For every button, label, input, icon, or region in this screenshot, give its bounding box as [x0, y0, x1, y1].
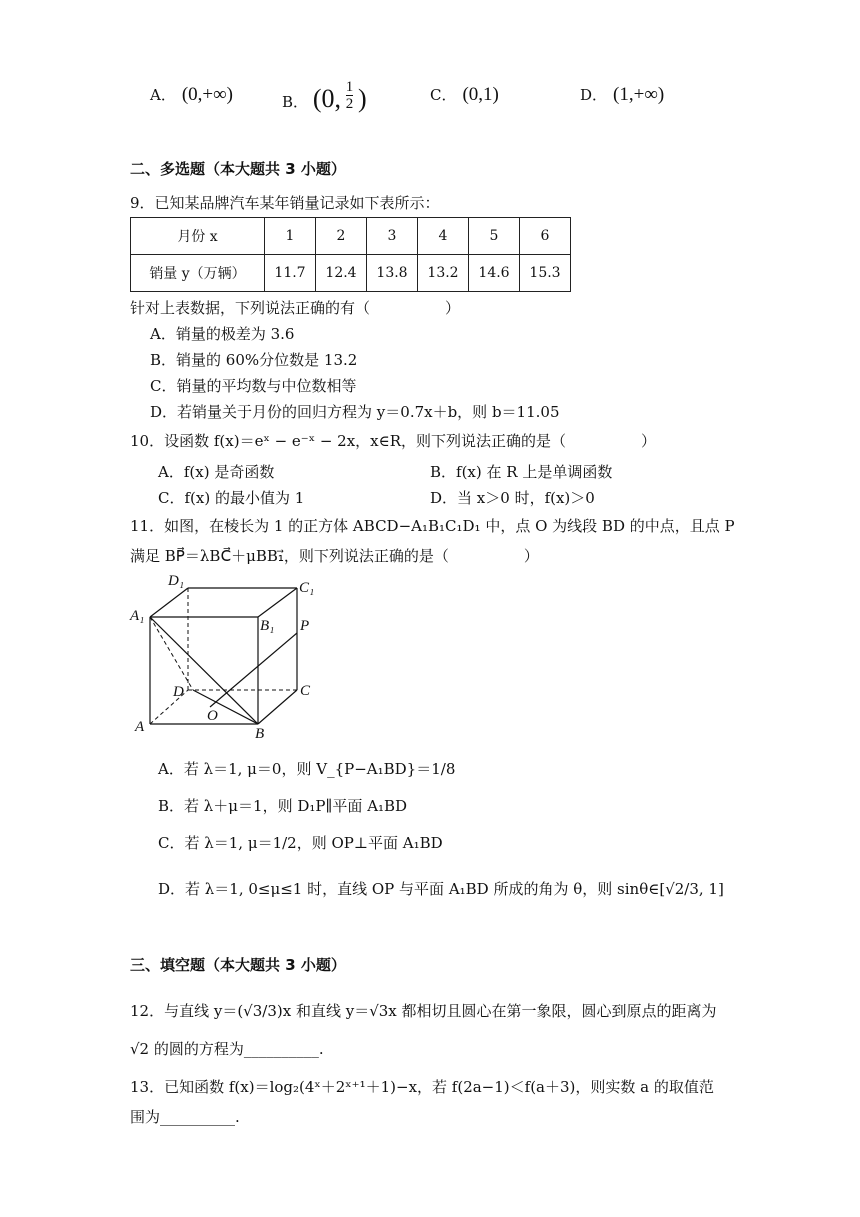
label-a1: A₁: [130, 608, 145, 624]
label-d1: D₁: [168, 573, 185, 589]
q10-stem: 10．设函数 f(x)＝eˣ − e⁻ˣ − 2x，x∈R，则下列说法正确的是（ ）: [130, 432, 657, 450]
table-cell: 12.4: [316, 255, 367, 292]
q9-option-d: D．若销量关于月份的回归方程为 y＝0.7x＋b，则 b＝11.05: [150, 403, 560, 421]
q9-option-b: B．销量的 60%分位数是 13.2: [150, 351, 358, 369]
q11-option-c: C．若 λ＝1, μ＝1/2，则 OP⊥平面 A₁BD: [158, 834, 443, 852]
sales-table: [130, 217, 571, 292]
q9-option-c: C．销量的平均数与中位数相等: [150, 377, 357, 395]
table-cell: 4: [418, 218, 469, 255]
table-cell: 1: [265, 218, 316, 255]
q10-option-b: B．f(x) 在 R 上是单调函数: [430, 463, 613, 481]
table-cell: 5: [469, 218, 520, 255]
q9-option-a: A．销量的极差为 3.6: [150, 325, 295, 343]
section-heading-multiple-choice: 二、多选题（本大题共 3 小题）: [130, 160, 346, 178]
table-cell: 13.2: [418, 255, 469, 292]
table-header-sales: 销量 y（万辆）: [131, 255, 265, 292]
q12-line2: √2 的圆的方程为__________.: [130, 1040, 324, 1058]
q9-stem: 9．已知某品牌汽车某年销量记录如下表所示：: [130, 194, 440, 212]
table-cell: 15.3: [520, 255, 571, 292]
table-header-month: 月份 x: [131, 218, 265, 255]
q9-prompt: 针对上表数据，下列说法正确的有（ ）: [130, 299, 461, 317]
label-d: D: [173, 684, 184, 700]
label-o: O: [207, 708, 218, 724]
label-a: A: [135, 719, 145, 735]
q8-option-d: D． (1,+∞): [580, 84, 665, 105]
q8-option-b: B． (0, $\frac{1}{2}$ ): [282, 78, 367, 113]
label-b1: B₁: [260, 618, 275, 634]
q10-option-d: D．当 x＞0 时，f(x)＞0: [430, 489, 595, 507]
q8-option-a: A． (0,+∞): [150, 84, 234, 105]
table-row: [131, 218, 571, 255]
q12-line1: 12．与直线 y＝(√3/3)x 和直线 y＝√3x 都相切且圆心在第一象限，圆心到原点的距离为: [130, 1002, 717, 1020]
table-cell: 11.7: [265, 255, 316, 292]
cube-figure: [125, 568, 325, 740]
table-cell: 2: [316, 218, 367, 255]
label-b: B: [255, 726, 265, 740]
q13-line1: 13．已知函数 f(x)＝log₂(4ˣ＋2ˣ⁺¹＋1)−x，若 f(2a−1)＜f(a＋3)，则实数 a 的取值范: [130, 1078, 714, 1096]
label-c1: C₁: [299, 580, 315, 596]
q10-option-a: A．f(x) 是奇函数: [158, 463, 275, 481]
q8-option-c: C． (0,1): [430, 84, 499, 105]
q11-option-d: D．若 λ＝1, 0≤μ≤1 时，直线 OP 与平面 A₁BD 所成的角为 θ，则 sinθ∈[√2/3, 1]: [158, 880, 724, 898]
q11-option-b: B．若 λ＋μ＝1，则 D₁P∥平面 A₁BD: [158, 797, 408, 815]
table-cell: 6: [520, 218, 571, 255]
q11-option-a: A．若 λ＝1, μ＝0，则 V_{P−A₁BD}＝1/8: [158, 760, 456, 778]
q13-line2: 围为__________.: [130, 1108, 240, 1126]
label-c: C: [300, 683, 311, 699]
table-row: [131, 255, 571, 292]
section-heading-fill-in: 三、填空题（本大题共 3 小题）: [130, 956, 346, 974]
table-cell: 14.6: [469, 255, 520, 292]
q10-option-c: C．f(x) 的最小值为 1: [158, 489, 305, 507]
label-p: P: [300, 618, 310, 634]
q11-stem-line1: 11．如图，在棱长为 1 的正方体 ABCD−A₁B₁C₁D₁ 中，点 O 为线段 BD 的中点，且点 P: [130, 517, 735, 535]
q11-stem-line2: 满足 BP⃗＝λBC⃗＋μBB₁⃗，则下列说法正确的是（ ）: [130, 547, 539, 565]
table-cell: 3: [367, 218, 418, 255]
table-cell: 13.8: [367, 255, 418, 292]
